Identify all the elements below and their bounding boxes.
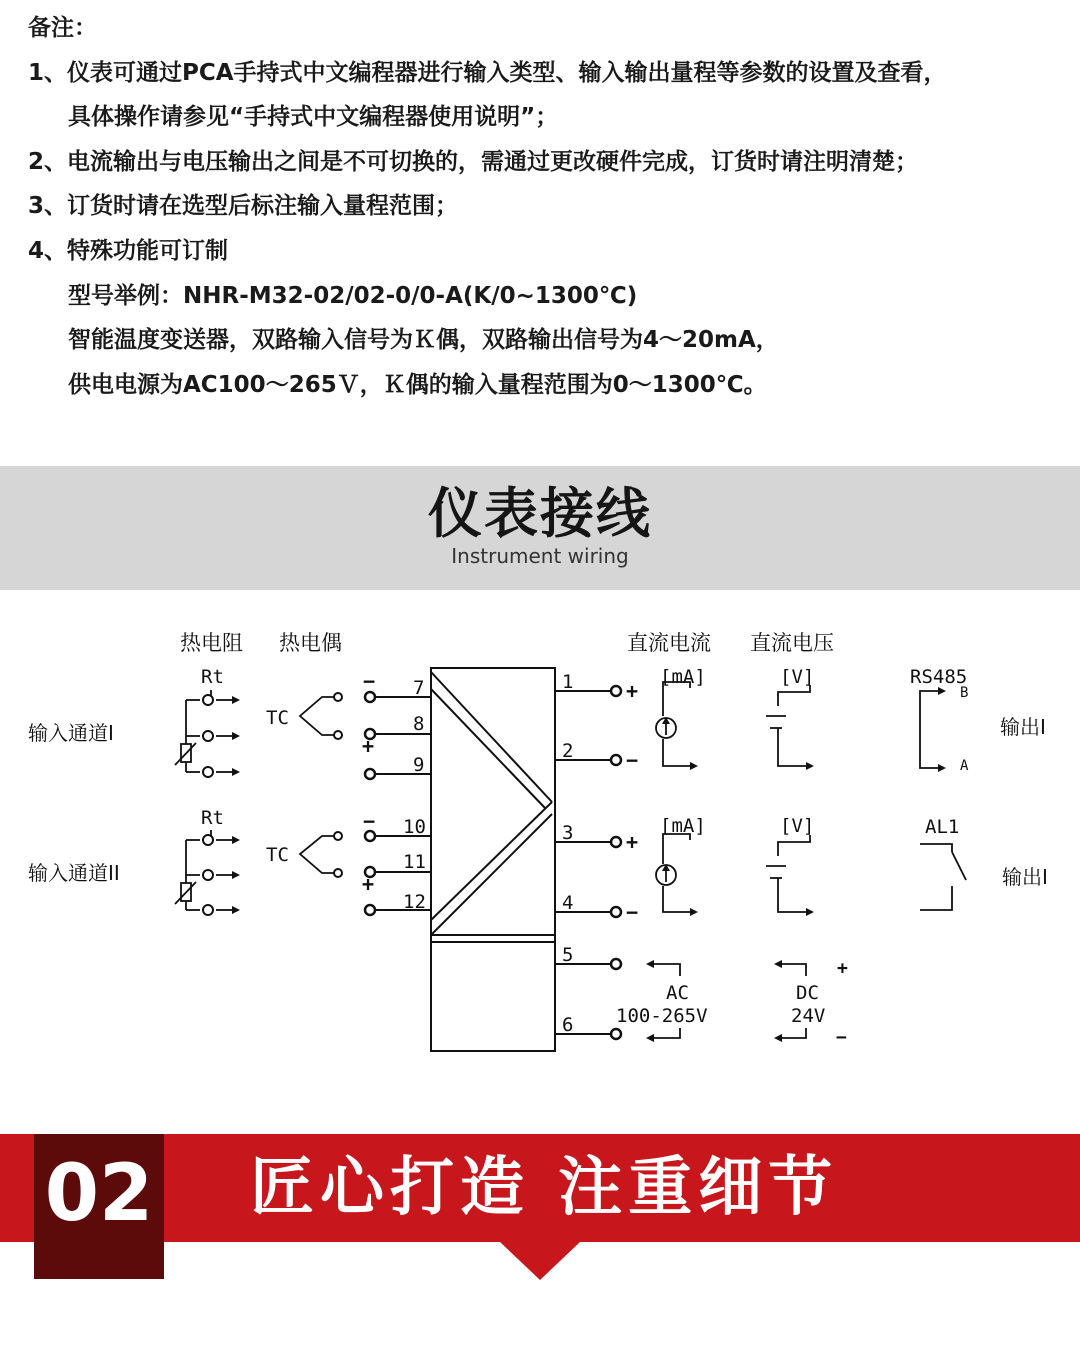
plus-mark: +	[626, 679, 639, 703]
notes-section	[28, 6, 1068, 407]
al1-label: AL1	[925, 816, 960, 838]
section-subtitle: Instrument wiring	[451, 544, 629, 568]
ac-range-label: 100-265V	[616, 1005, 708, 1027]
terminal-label: 8	[413, 713, 425, 735]
section-header	[0, 466, 1080, 590]
terminal-label: 10	[403, 816, 426, 838]
ma-label-1: [mA]	[660, 666, 706, 688]
wiring-diagram	[0, 590, 1080, 1070]
terminal-4	[611, 907, 621, 917]
input-channel-2-label: 输入通道II	[28, 861, 120, 885]
minus-mark: −	[626, 900, 639, 924]
rs485-label: RS485	[910, 666, 968, 688]
plus-mark: +	[837, 958, 848, 979]
section-number: 02	[44, 1149, 154, 1239]
model-description: 智能温度变送器，双路输入信号为Ｋ偶，双路输出信号为4～20mA，	[68, 327, 779, 354]
terminal-6	[611, 1029, 621, 1039]
note-item: 具体操作请参见“手持式中文编程器使用说明”；	[68, 104, 559, 131]
model-power-description: 供电电源为AC100～265Ｖ，Ｋ偶的输入量程范围为0～1300℃。	[68, 371, 767, 398]
terminal-1	[611, 686, 621, 696]
terminal-label: 4	[562, 892, 574, 914]
rs485-b-label: B	[960, 685, 969, 701]
current-source-2	[656, 834, 690, 912]
section-title: 仪表接线	[428, 482, 652, 545]
model-example: 型号举例：NHR-M32-02/02-0/0-A(K/0~1300℃)	[68, 282, 638, 309]
output-2-label: 输出I	[1002, 865, 1048, 889]
terminal-9	[365, 769, 375, 779]
minus-mark: −	[836, 1027, 847, 1048]
banner-slogan: 匠心打造 注重细节	[250, 1151, 839, 1225]
relay-contact-al1	[920, 844, 966, 910]
terminal-label: 1	[562, 671, 574, 693]
thermocouple-symbol-2	[300, 836, 336, 873]
terminal-5	[611, 959, 621, 969]
v-label-2: [V]	[780, 815, 815, 837]
label-dc-current: 直流电流	[627, 631, 711, 655]
terminal-label: 2	[562, 740, 574, 762]
note-item: 1、仪表可通过PCA手持式中文编程器进行输入类型、输入输出量程等参数的设置及查看，	[28, 59, 947, 86]
output-1-label: 输出I	[1000, 715, 1046, 739]
terminal-label: 11	[403, 851, 426, 873]
label-dc-voltage: 直流电压	[750, 631, 834, 655]
input-channel-1-label: 输入通道I	[28, 721, 114, 745]
note-item: 2、电流输出与电压输出之间是不可切换的，需通过更改硬件完成，订货时请注明清楚；	[28, 148, 919, 175]
ma-label-2: [mA]	[660, 815, 706, 837]
v-label-1: [V]	[780, 666, 815, 688]
note-item: 3、订货时请在选型后标注输入量程范围；	[28, 193, 459, 220]
tc-label-1: TC	[266, 707, 289, 729]
terminal-3	[611, 837, 621, 847]
voltage-source-2	[766, 835, 810, 912]
terminal-2	[611, 755, 621, 765]
note-item: 4、特殊功能可订制	[28, 237, 229, 264]
section-number-badge-wrap	[0, 1134, 1080, 1371]
banner-pointer	[500, 1242, 580, 1280]
dc-label: DC	[796, 982, 819, 1004]
terminal-label: 9	[413, 754, 425, 776]
label-thermocouple: 热电偶	[279, 631, 342, 655]
terminal-12	[365, 905, 375, 915]
banner-shapes	[0, 1134, 1080, 1371]
minus-mark: −	[626, 748, 639, 772]
terminal-label: 7	[413, 677, 425, 699]
minus-mark: −	[363, 809, 376, 833]
rs485-a-label: A	[960, 758, 969, 774]
dc-range-label: 24V	[791, 1005, 826, 1027]
terminal-label: 12	[403, 891, 426, 913]
ac-label: AC	[666, 982, 689, 1004]
minus-mark: −	[363, 669, 376, 693]
rs485-symbol	[920, 691, 938, 768]
terminal-label: 3	[562, 822, 574, 844]
notes-heading: 备注：	[28, 15, 97, 41]
rt-label-1: Rt	[201, 666, 224, 688]
plus-mark: +	[626, 830, 639, 854]
thermocouple-symbol-1	[300, 697, 336, 735]
label-rtd: 热电阻	[180, 631, 243, 655]
plus-mark: +	[362, 734, 375, 758]
terminal-label: 5	[562, 944, 574, 966]
terminal-7	[365, 692, 375, 702]
terminal-label: 6	[562, 1014, 574, 1036]
rt-label-2: Rt	[201, 807, 224, 829]
plus-mark: +	[362, 872, 375, 896]
tc-label-2: TC	[266, 844, 289, 866]
current-source-1	[656, 682, 690, 766]
voltage-source-1	[766, 685, 810, 766]
